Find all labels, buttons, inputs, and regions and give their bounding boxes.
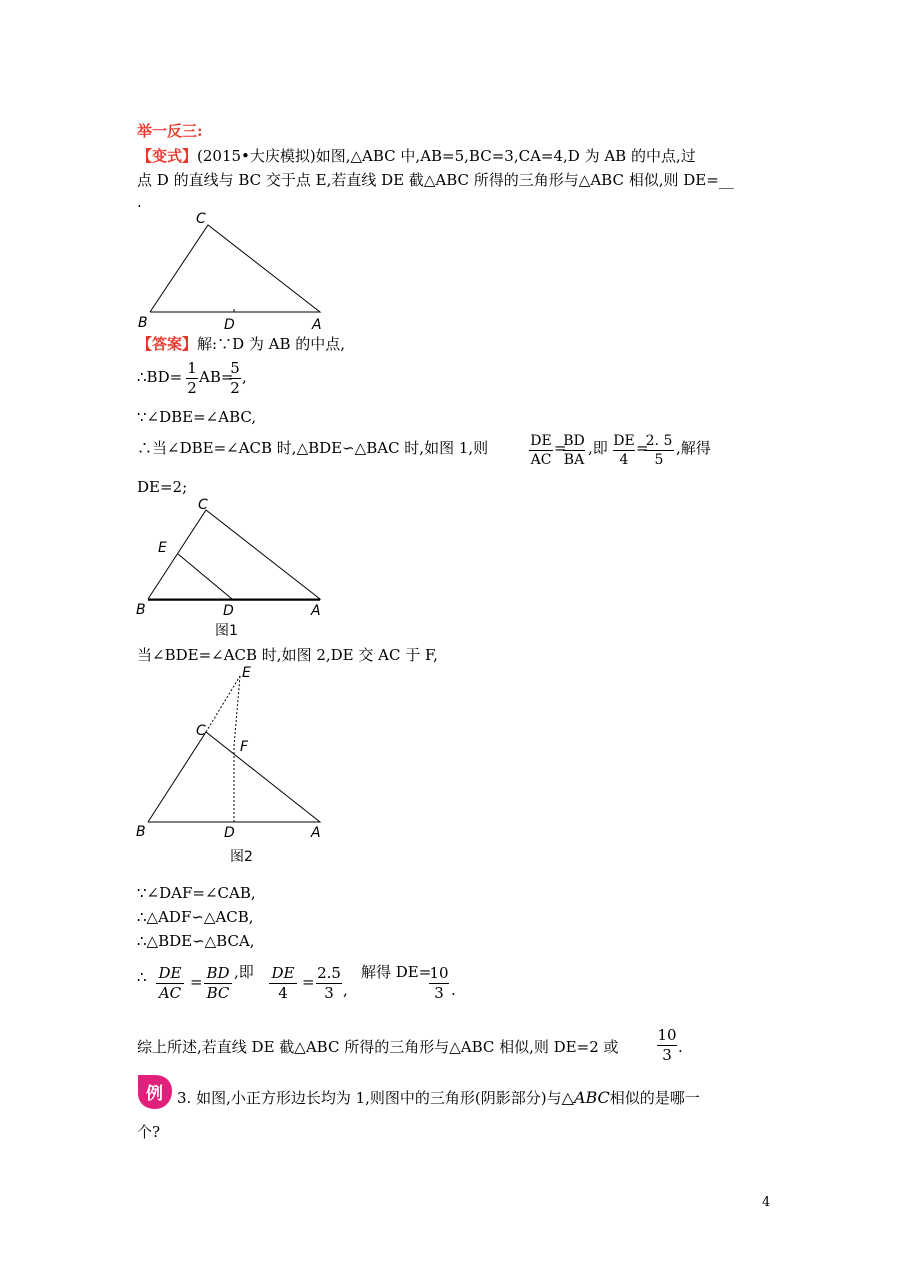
- fraction-2-5-over-5: 2. 5 5: [645, 433, 673, 468]
- fraction-10-over-3-final: 10 3: [657, 1026, 677, 1064]
- answer-line-10-pre: ∴: [137, 968, 147, 986]
- variant-line-1: 【变式】(2015•大庆模拟)如图,△ABC 中,AB=5,BC=3,CA=4,D 为 AB 的中点,过: [137, 147, 696, 165]
- triangle-figure-0: [130, 205, 330, 335]
- example-badge-text: 例: [146, 1084, 163, 1104]
- variant-line-2: 点 D 的直线与 BC 交于点 E,若直线 DE 截△ABC 所得的三角形与△ABC 相似,则 DE=__: [137, 171, 734, 189]
- example-badge-icon: [135, 1072, 175, 1112]
- variant-line-3: .: [137, 193, 142, 211]
- fraction-de-ac-italic: DE AC: [156, 966, 184, 1001]
- label-d: D: [223, 603, 234, 619]
- equals-sign-4: =: [302, 973, 315, 991]
- label-a: A: [312, 317, 322, 333]
- period-final: .: [678, 1038, 683, 1056]
- answer-line-2-mid: AB=: [199, 368, 234, 386]
- answer-line-10-mid: ,即: [234, 963, 254, 981]
- fraction-bd-ba: BD BA: [563, 433, 585, 468]
- label-d: D: [224, 317, 235, 333]
- answer-tag: 【答案】: [137, 335, 198, 353]
- answer-line-5: DE=2;: [137, 478, 188, 496]
- triangle-abc-math: △ABC: [561, 1088, 610, 1107]
- fraction-2-5-over-3: 2.5 3: [317, 964, 341, 1002]
- page-number: 4: [762, 1195, 771, 1210]
- example-line-2: 个?: [137, 1123, 161, 1141]
- label-c: C: [198, 497, 208, 513]
- fraction-de-over-4: DE 4: [269, 966, 297, 1001]
- fraction-de-4: DE 4: [613, 433, 635, 468]
- answer-line-2-pre: ∴BD=: [137, 368, 183, 386]
- label-a: A: [311, 825, 321, 841]
- answer-line-6: 当∠BDE=∠ACB 时,如图 2,DE 交 AC 于 F,: [137, 646, 438, 664]
- label-b: B: [138, 315, 148, 331]
- answer-line-2-end: ,: [242, 368, 247, 386]
- answer-line-11-pre: 综上所述,若直线 DE 截△ABC 所得的三角形与△ABC 相似,则 DE=2 或: [137, 1038, 619, 1056]
- label-c: C: [196, 723, 206, 739]
- equals-sign-3: =: [190, 973, 203, 991]
- comma: ,: [343, 981, 348, 999]
- equals-sign-2: =: [636, 439, 649, 457]
- label-c: C: [196, 211, 206, 227]
- label-e: E: [242, 665, 251, 681]
- answer-line-7: ∵∠DAF=∠CAB,: [137, 884, 256, 902]
- period: .: [451, 981, 456, 999]
- label-d: D: [224, 825, 235, 841]
- answer-line-4-pre: ∴当∠DBE=∠ACB 时,△BDE∽△BAC 时,如图 1,则: [137, 439, 489, 457]
- variant-tag: 【变式】: [137, 147, 198, 165]
- fraction-half: 1 2: [187, 359, 197, 397]
- fraction-de-ac: DE AC: [530, 433, 552, 468]
- fraction-10-over-3: 10 3: [429, 964, 449, 1002]
- figure-2-caption: 图2: [230, 849, 253, 865]
- fraction-bd-bc-italic: BD BC: [204, 966, 232, 1001]
- label-b: B: [136, 602, 146, 618]
- label-f: F: [240, 739, 249, 755]
- equals-sign: =: [554, 439, 567, 457]
- answer-line-8: ∴△ADF∽△ACB,: [137, 908, 254, 926]
- answer-line-10-solve: 解得 DE=: [361, 963, 432, 981]
- label-a: A: [311, 603, 321, 619]
- answer-line-4-end: ,解得: [676, 439, 711, 457]
- answer-line-1: 【答案】解:∵D 为 AB 的中点,: [137, 335, 346, 353]
- fraction-five-halves: 5 2: [230, 359, 240, 397]
- section-heading: 举一反三:: [137, 122, 203, 140]
- answer-line-3: ∵∠DBE=∠ABC,: [137, 408, 257, 426]
- triangle-figure-2: [130, 662, 330, 846]
- figure-1-caption: 图1: [215, 623, 238, 639]
- example-line-1: 3. 如图,小正方形边长均为 1,则图中的三角形(阴影部分)与△ABC相似的是哪一: [177, 1088, 700, 1107]
- answer-line-4-mid: ,即: [588, 439, 608, 457]
- triangle-figure-1: [130, 492, 330, 624]
- answer-line-9: ∴△BDE∽△BCA,: [137, 932, 255, 950]
- label-b: B: [136, 824, 146, 840]
- label-e: E: [158, 540, 167, 556]
